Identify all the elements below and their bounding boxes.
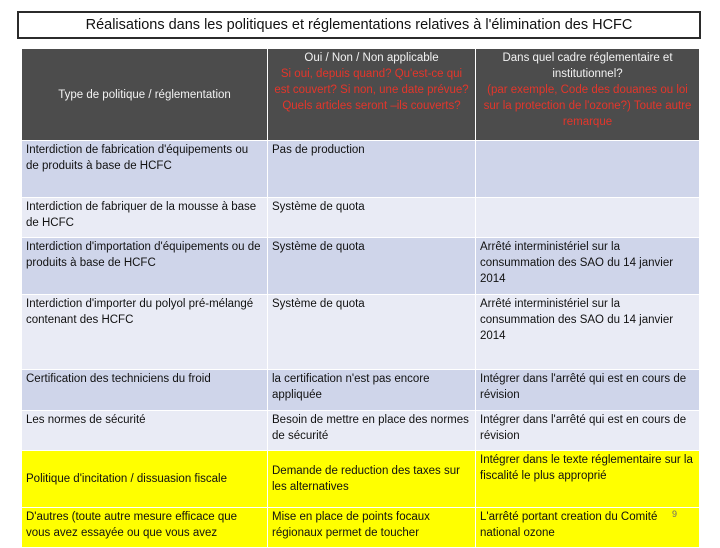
cell-policy-type: D'autres (toute autre mesure efficace que vous avez essayée ou que vous avez xyxy=(22,508,268,548)
table-row xyxy=(22,238,700,295)
cell-policy-type: Politique d'incitation / dissuasion fiscale xyxy=(22,451,268,508)
cell-framework xyxy=(476,198,700,238)
cell-framework: Intégrer dans l'arrêté qui est en cours de révision xyxy=(476,370,700,411)
policy-table xyxy=(21,48,700,548)
table-row xyxy=(22,411,700,451)
page-number: 9 xyxy=(672,509,678,519)
table-row-highlighted xyxy=(22,451,700,508)
cell-status: Pas de production xyxy=(268,141,476,198)
cell-framework: Arrêté interministériel sur la consummation des SAO du 14 janvier 2014 xyxy=(476,238,700,295)
slide-title-box xyxy=(17,11,701,39)
table-row xyxy=(22,370,700,411)
cell-framework: Intégrer dans le texte réglementaire sur la fiscalité le plus approprié xyxy=(476,451,700,508)
header-framework-main: Dans quel cadre réglementaire et institutionnel? xyxy=(502,52,673,80)
cell-status: Système de quota xyxy=(268,295,476,370)
header-row xyxy=(22,49,700,141)
cell-framework xyxy=(476,141,700,198)
cell-status: Mise en place de points focaux régionaux permet de toucher xyxy=(268,508,476,548)
header-framework-detail: (par exemple, Code des douanes ou loi sur la protection de l'ozone?) Toute autre remarque xyxy=(483,84,692,128)
cell-status: la certification n'est pas encore appliquée xyxy=(268,370,476,411)
cell-policy-type: Certification des techniciens du froid xyxy=(22,370,268,411)
cell-policy-type: Les normes de sécurité xyxy=(22,411,268,451)
header-policy-type: Type de politique / réglementation xyxy=(22,49,268,141)
cell-policy-type: Interdiction d'importation d'équipements ou de produits à base de HCFC xyxy=(22,238,268,295)
table-row xyxy=(22,295,700,370)
header-status-detail: Si oui, depuis quand? Qu'est-ce qui est couvert? Si non, une date prévue? Quels articles seront –ils couverts? xyxy=(274,68,469,112)
cell-status: Système de quota xyxy=(268,238,476,295)
header-framework xyxy=(476,49,700,141)
cell-status: Demande de reduction des taxes sur les alternatives xyxy=(268,451,476,508)
table-row xyxy=(22,141,700,198)
cell-status: Système de quota xyxy=(268,198,476,238)
header-status xyxy=(268,49,476,141)
slide-title: Réalisations dans les politiques et réglementations relatives à l'élimination des HCFC xyxy=(85,17,633,33)
cell-framework: L'arrêté portant creation du Comité national ozone xyxy=(476,508,700,548)
cell-status: Besoin de mettre en place des normes de sécurité xyxy=(268,411,476,451)
table-row-highlighted xyxy=(22,508,700,548)
header-status-main: Oui / Non / Non applicable xyxy=(304,52,439,64)
cell-policy-type: Interdiction d'importer du polyol pré-mélangé contenant des HCFC xyxy=(22,295,268,370)
cell-policy-type: Interdiction de fabriquer de la mousse à base de HCFC xyxy=(22,198,268,238)
cell-framework: Intégrer dans l'arrêté qui est en cours de révision xyxy=(476,411,700,451)
table-row xyxy=(22,198,700,238)
cell-framework: Arrêté interministériel sur la consummation des SAO du 14 janvier 2014 xyxy=(476,295,700,370)
cell-policy-type: Interdiction de fabrication d'équipements ou de produits à base de HCFC xyxy=(22,141,268,198)
